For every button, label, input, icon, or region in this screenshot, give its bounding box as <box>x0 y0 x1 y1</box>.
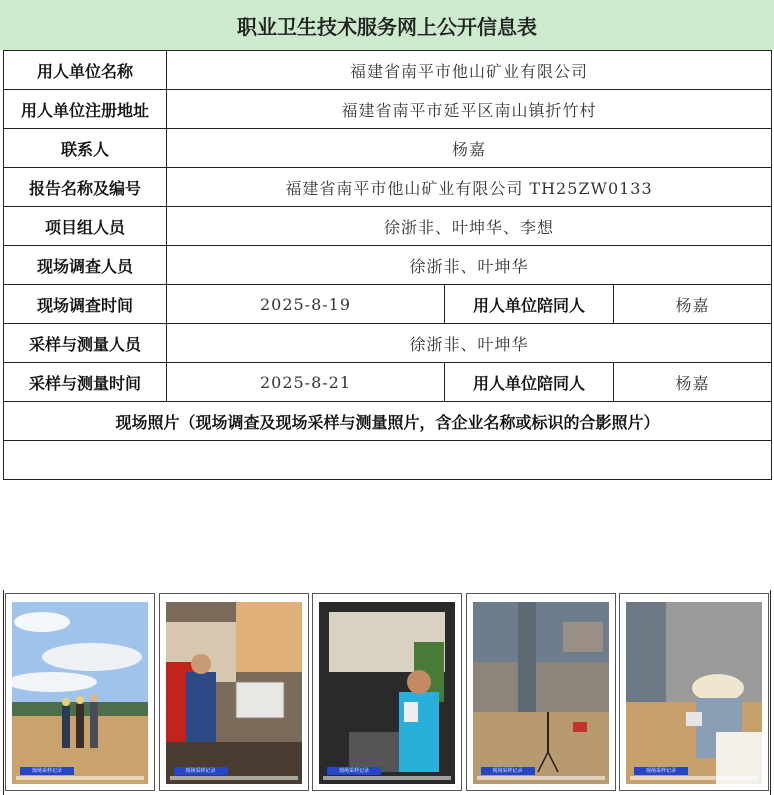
row-value: 徐浙非、叶坤华 <box>167 246 772 285</box>
table-row <box>4 129 772 168</box>
row-label: 项目组人员 <box>4 207 167 246</box>
row-label: 现场调查人员 <box>4 246 167 285</box>
table-row <box>4 285 772 324</box>
photo-strip <box>3 590 771 795</box>
blank-area <box>4 441 772 480</box>
cab-worker-image <box>166 602 302 784</box>
page-title: 职业卫生技术服务网上公开信息表 <box>0 0 774 50</box>
row-label: 报告名称及编号 <box>4 168 167 207</box>
companion-label: 用人单位陪同人 <box>445 285 614 324</box>
site-photo <box>626 602 762 784</box>
row-label: 用人单位名称 <box>4 51 167 90</box>
site-photo <box>319 602 455 784</box>
info-table <box>3 50 772 480</box>
photo-badge: 现场采样记录 <box>20 767 74 775</box>
site-photo <box>473 602 609 784</box>
site-photo <box>166 602 302 784</box>
hilltop-group-image <box>12 602 148 784</box>
row-label: 采样与测量时间 <box>4 363 167 402</box>
photos-caption: 现场照片（现场调查及现场采样与测量照片，含企业名称或标识的合影照片） <box>4 402 772 441</box>
table-row <box>4 168 772 207</box>
straw-hat-worker-image <box>626 602 762 784</box>
row-value: 福建省南平市延平区南山镇折竹村 <box>167 90 772 129</box>
sampling-date: 2025-8-21 <box>167 363 445 402</box>
site-photo <box>12 602 148 784</box>
photo-frame <box>619 593 769 791</box>
photo-badge: 现场采样记录 <box>634 767 688 775</box>
companion-label: 用人单位陪同人 <box>445 363 614 402</box>
row-label: 现场调查时间 <box>4 285 167 324</box>
row-value: 徐浙非、叶坤华 <box>167 324 772 363</box>
table-row <box>4 246 772 285</box>
row-label: 采样与测量人员 <box>4 324 167 363</box>
row-label: 联系人 <box>4 129 167 168</box>
table-row <box>4 324 772 363</box>
photo-frame <box>159 593 309 791</box>
photo-badge: 现场采样记录 <box>174 767 228 775</box>
photo-frame <box>312 593 462 791</box>
machine-cab-image <box>319 602 455 784</box>
companion-name: 杨嘉 <box>614 363 772 402</box>
table-row <box>4 363 772 402</box>
row-value: 徐浙非、叶坤华、李想 <box>167 207 772 246</box>
steel-structure-image <box>473 602 609 784</box>
table-row <box>4 51 772 90</box>
table-row <box>4 90 772 129</box>
row-value: 福建省南平市他山矿业有限公司 TH25ZW0133 <box>167 168 772 207</box>
table-row <box>4 207 772 246</box>
row-value: 杨嘉 <box>167 129 772 168</box>
companion-name: 杨嘉 <box>614 285 772 324</box>
row-label: 用人单位注册地址 <box>4 90 167 129</box>
blank-cell <box>4 441 772 480</box>
table-row <box>4 402 772 441</box>
photo-badge: 现场采样记录 <box>481 767 535 775</box>
row-value: 福建省南平市他山矿业有限公司 <box>167 51 772 90</box>
photo-badge: 现场采样记录 <box>327 767 381 775</box>
photo-frame <box>5 593 155 791</box>
photo-frame <box>466 593 616 791</box>
survey-date: 2025-8-19 <box>167 285 445 324</box>
